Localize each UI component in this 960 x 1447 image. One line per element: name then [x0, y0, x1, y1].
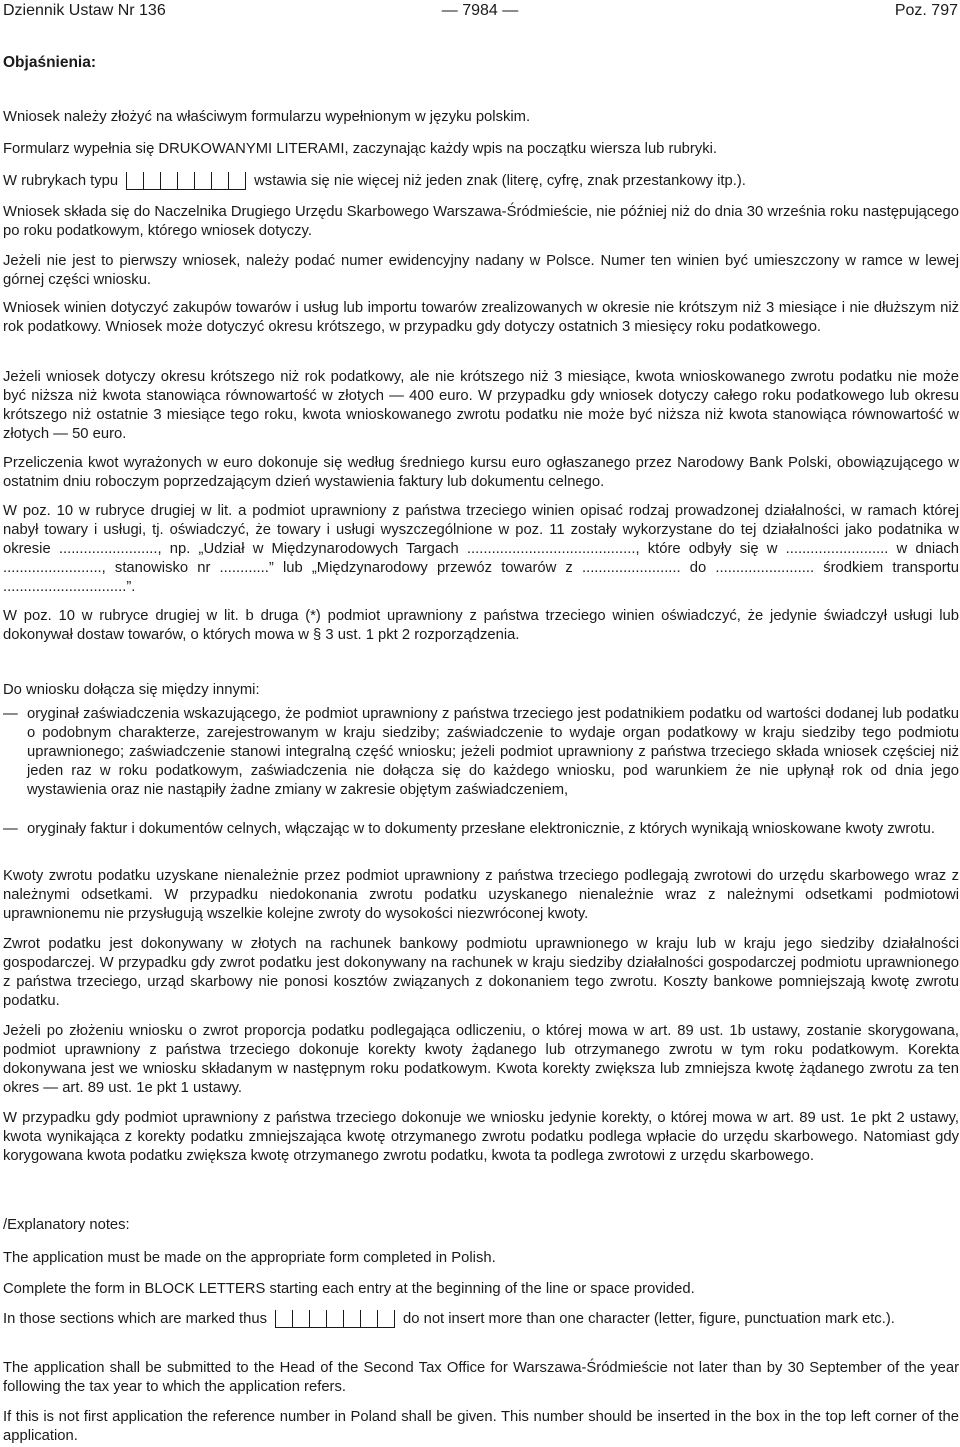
char-boxes-sample — [126, 172, 246, 190]
paragraph: W poz. 10 w rubryce drugiej w lit. a podmiot uprawniony z państwa trzeciego winien opisać rodzaj prowadzonej działalności, w ramach której nabył towary i usługi, tj. oświadczyć, że towary i usługi wyszczególnione w poz. 11 zostały wykorzystane do tej działalności jako podatnika w okresie ........................, np. „Udział w Międzynarodowych Targach ........................................., które odbyły się w ......................... w dniach ........................, stanowisko nr ............” lub „Międzynarodowy przewóz towarów z ........................ do ........................ środkiem transportu ..............................”. — [3, 503, 959, 595]
section-title-objasnienia: Objaśnienia: — [3, 54, 97, 71]
paragraph-text: W rubrykach typu — [3, 173, 119, 189]
attachment-item — [3, 705, 959, 800]
paragraph: Kwoty zwrotu podatku uzyskane nienależnie przez podmiot uprawniony z państwa trzeciego podlegają zwrotowi do urzędu skarbowego wraz z należnymi odsetkami. W przypadku niedokonania zwrotu podatku uzyskanego nienależnie wraz z należnymi odsetkami podmiotowi uprawnionemu nie przysługują wszelkie kolejne zwroty do wysokości niezwróconej kwoty. — [3, 868, 959, 922]
paragraph: The application must be made on the appropriate form completed in Polish. — [3, 1250, 496, 1266]
attachments-intro: Do wniosku dołącza się między innymi: — [3, 682, 260, 698]
paragraph: Wniosek składa się do Naczelnika Drugiego Urzędu Skarbowego Warszawa-Śródmieście, nie później niż do dnia 30 września roku następującego po roku podatkowym, którego wniosek dotyczy. — [3, 204, 959, 239]
paragraph: W poz. 10 w rubryce drugiej w lit. b druga (*) podmiot uprawniony z państwa trzeciego winien oświadczyć, że jedynie świadczył usługi lub dokonywał dostaw towarów, o których mowa w § 3 ust. 1 pkt 2 rozporządzenia. — [3, 608, 959, 643]
paragraph-text: wstawia się nie więcej niż jeden znak (literę, cyfrę, znak przestankowy itp.). — [254, 173, 746, 189]
paragraph: Jeżeli wniosek dotyczy okresu krótszego niż rok podatkowy, ale nie krótszego niż 3 miesiące, kwota wnioskowanego zwrotu podatku nie może być niższa niż kwota stanowiąca równowartość w złotych — 400 euro. W przypadku gdy wniosek dotyczy całego roku podatkowego lub okresu krótszego niż ostatnie 3 miesiące tego roku, kwota wnioskowanego zwrotu podatku nie może być niższa niż kwota stanowiąca równowartość w złotych — 50 euro. — [3, 369, 959, 442]
section-title-explanatory: /Explanatory notes: — [3, 1217, 130, 1233]
paragraph: W przypadku gdy podmiot uprawniony z państwa trzeciego dokonuje we wniosku jedynie korekty, o której mowa w art. 89 ust. 1e pkt 2 ustawy, kwota wynikająca z korekty podatku zmniejszająca kwotę otrzymanego zwrotu podatku podlega wpłacie do urzędu skarbowego. Natomiast gdy korygowana kwota podatku zwiększa kwotę otrzymanego zwrotu podatku, kwota ta podlega zwrotowi z urzędu skarbowego. — [3, 1110, 959, 1164]
paragraph-text: In those sections which are marked thus — [3, 1311, 268, 1327]
dash-marker: — — [3, 821, 18, 837]
attachment-text: oryginał zaświadczenia wskazującego, że podmiot uprawniony z państwa trzeciego jest podatnikiem podatku od wartości dodanej lub podatku o podobnym charakterze, zarejestrowanym w kraju siedziby; zaświadczenie to wydaje organ podatkowy w kraju siedziby tego podmiotu uprawnionego; zaświadczenie stanowi integralną część wniosku; jeżeli podmiot uprawniony z państwa trzeciego składa wniosek częściej niż jeden raz w roku podatkowym, zaświadczenia nie dołącza się do każdego wniosku, pod warunkiem że nie upłynął rok od dnia jego wystawienia oraz nie nastąpiły żadne zmiany w zakresie objętym zaświadczeniem, — [27, 706, 959, 798]
paragraph-char-boxes — [3, 1310, 959, 1329]
paragraph: Przeliczenia kwot wyrażonych w euro dokonuje się według średniego kursu euro ogłaszanego przez Narodowy Bank Polski, obowiązującego w ostatnim dniu roboczym poprzedzającym dzień wystawienia faktury lub dokumentu celnego. — [3, 455, 959, 490]
paragraph: Complete the form in BLOCK LETTERS starting each entry at the beginning of the line or space provided. — [3, 1281, 695, 1297]
dash-marker: — — [3, 706, 18, 722]
paragraph: Wniosek winien dotyczyć zakupów towarów i usług lub importu towarów zrealizowanych w okresie nie krótszym niż 3 miesiące i nie dłuższym niż rok podatkowy. Wniosek może dotyczyć okresu krótszego, w przypadku gdy dotyczy ostatnich 3 miesięcy roku podatkowego. — [3, 300, 959, 335]
paragraph-char-boxes — [3, 172, 959, 191]
page-header — [0, 0, 960, 22]
page-number: — 7984 — — [441, 2, 519, 19]
paragraph: Jeżeli po złożeniu wniosku o zwrot proporcja podatku podlegająca odliczeniu, o której mowa w art. 89 ust. 1b ustawy, zostanie skorygowana, podmiot uprawniony z państwa trzeciego dokonuje korekty kwoty żądanego lub otrzymanego zwrotu w tym roku podatkowym. Korekta dokonywana jest we wniosku składanym w następnym roku podatkowym. Kwota korekty zwiększa lub zmniejsza kwotę żądanego zwrotu za ten okres — art. 89 ust. 1e pkt 1 ustawy. — [3, 1023, 959, 1096]
paragraph: Formularz wypełnia się DRUKOWANYMI LITERAMI, zaczynając każdy wpis na początku wiersza lub rubryki. — [3, 141, 718, 157]
paragraph-text: do not insert more than one character (letter, figure, punctuation mark etc.). — [403, 1311, 895, 1327]
attachment-text: oryginały faktur i dokumentów celnych, włączając w to dokumenty przesłane elektronicznie, z których wynikają wnioskowane kwoty zwrotu. — [27, 821, 935, 837]
position-number: Poz. 797 — [894, 2, 958, 19]
paragraph: Jeżeli nie jest to pierwszy wniosek, należy podać numer ewidencyjny nadany w Polsce. Numer ten winien być umieszczony w ramce w lewej górnej części wniosku. — [3, 253, 959, 288]
paragraph: Zwrot podatku jest dokonywany w złotych na rachunek bankowy podmiotu uprawnionego w kraju lub w kraju jego siedziby działalności gospodarczej. W przypadku gdy zwrot podatku jest dokonywany na rachunek w kraju siedziby działalności gospodarczej podmiotu uprawnionego z państwa trzeciego, urząd skarbowy nie ponosi kosztów związanych z dokonaniem tego zwrotu. Koszty bankowe pomniejszają kwotę zwrotu podatku. — [3, 936, 959, 1009]
attachment-item — [3, 820, 959, 839]
paragraph: If this is not first application the reference number in Poland shall be given. This number should be inserted in the box in the top left corner of the application. — [3, 1409, 959, 1444]
paragraph: The application shall be submitted to the Head of the Second Tax Office for Warszawa-Śródmieście not later than by 30 September of the year following the tax year to which the application refers. — [3, 1360, 959, 1395]
char-boxes-sample — [275, 1310, 395, 1328]
paragraph: Wniosek należy złożyć na właściwym formularzu wypełnionym w języku polskim. — [3, 109, 531, 125]
journal-title: Dziennik Ustaw Nr 136 — [3, 2, 166, 19]
